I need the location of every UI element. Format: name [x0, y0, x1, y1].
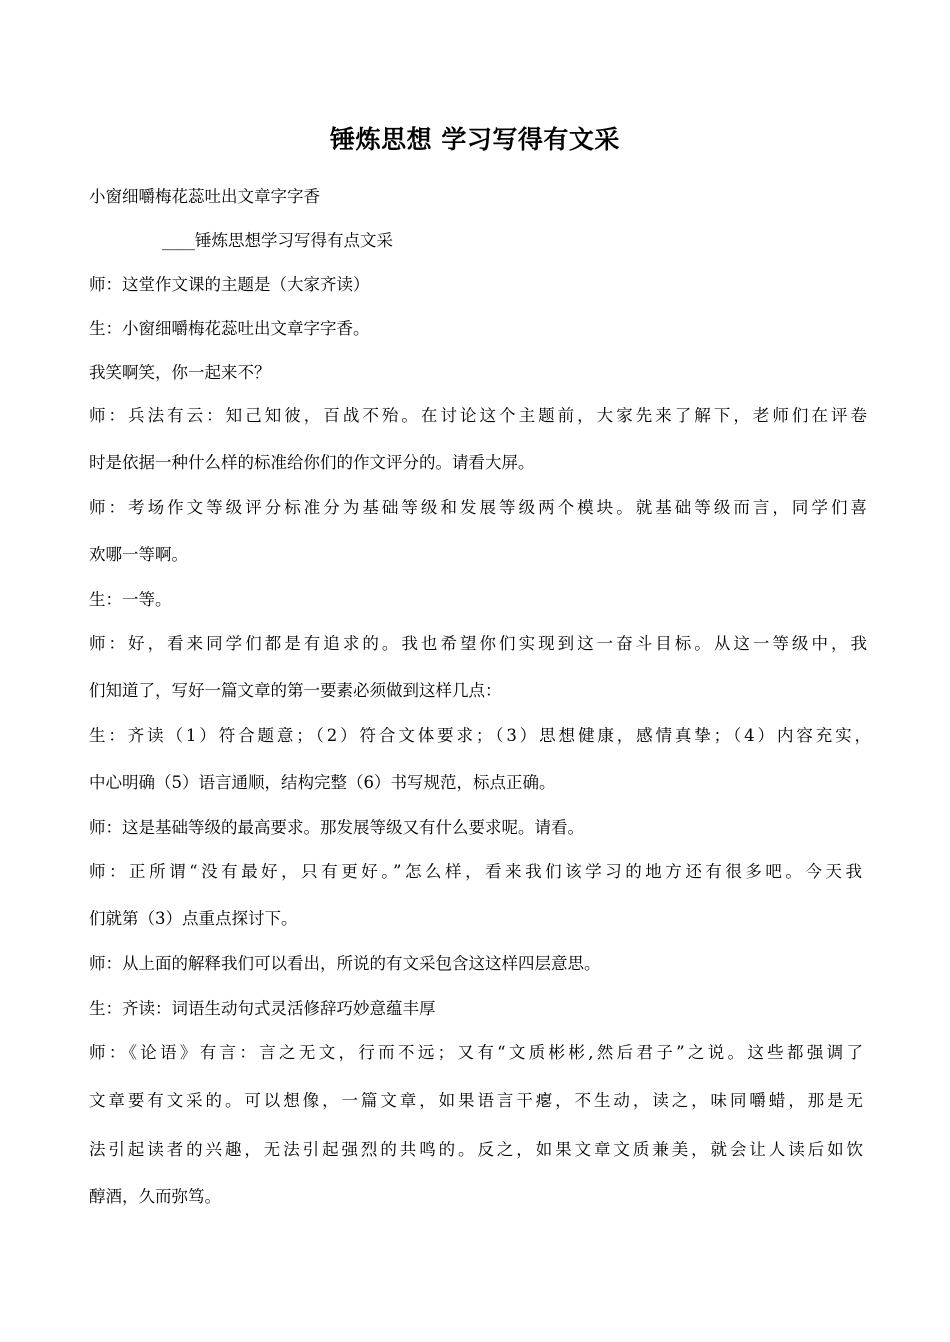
text-line: 生：小窗细嚼梅花蕊吐出文章字字香。 — [89, 319, 370, 338]
text-line: 法引起读者的兴趣，无法引起强烈的共鸣的。反之，如果文章文质兼美，就会让人读后如饮 — [89, 1140, 863, 1159]
document-title: 锤炼思想 学习写得有文采 — [330, 125, 620, 154]
text-line: 师：这堂作文课的主题是（大家齐读） — [89, 275, 370, 294]
text-line: 时是依据一种什么样的标准给你们的作文评分的。请看大屏。 — [89, 453, 535, 472]
text-line: 师：正所谓“没有最好，只有更好。”怎么样，看来我们该学习的地方还有很多吧。今天我 — [89, 862, 862, 881]
text-line: 师：《论语》有言：言之无文，行而不远；又有“文质彬彬,然后君子”之说。这些都强调了 — [89, 1043, 863, 1062]
text-line: 醇酒，久而弥笃。 — [89, 1187, 221, 1206]
text-line: 师：这是基础等级的最高要求。那发展等级又有什么要求呢。请看。 — [89, 818, 584, 837]
text-line: 师：从上面的解释我们可以看出，所说的有文采包含这这样四层意思。 — [89, 954, 601, 973]
text-line: 师：好，看来同学们都是有追求的。我也希望你们实现到这一奋斗目标。从这一等级中，我 — [89, 634, 867, 653]
text-line: 们知道了，写好一篇文章的第一要素必须做到这样几点： — [89, 681, 502, 700]
text-line-subheading: ____锤炼思想学习写得有点文采 — [162, 231, 393, 250]
text-line: 们就第（3）点重点探讨下。 — [89, 909, 298, 928]
text-line: 我笑啊笑，你一起来不？ — [89, 363, 271, 382]
text-line: 生：一等。 — [89, 590, 172, 609]
text-line: 师：考场作文等级评分标准分为基础等级和发展等级两个模块。就基础等级而言，同学们喜 — [89, 498, 867, 517]
text-line: 中心明确（5）语言通顺，结构完整（6）书写规范，标点正确。 — [89, 773, 556, 792]
text-line: 生：齐读（1）符合题意；（2）符合文体要求；（3）思想健康，感情真挚；（4）内容充实， — [89, 726, 871, 745]
text-line-subtitle: 小窗细嚼梅花蕊吐出文章字字香 — [89, 187, 320, 206]
text-line: 师：兵法有云：知己知彼，百战不殆。在讨论这个主题前，大家先来了解下，老师们在评卷 — [89, 406, 867, 425]
text-line: 文章要有文采的。可以想像，一篇文章，如果语言干瘪，不生动，读之，味同嚼蜡，那是无 — [89, 1091, 863, 1110]
text-line: 生：齐读：词语生动句式灵活修辞巧妙意蕴丰厚 — [89, 999, 436, 1018]
text-line: 欢哪一等啊。 — [89, 545, 188, 564]
